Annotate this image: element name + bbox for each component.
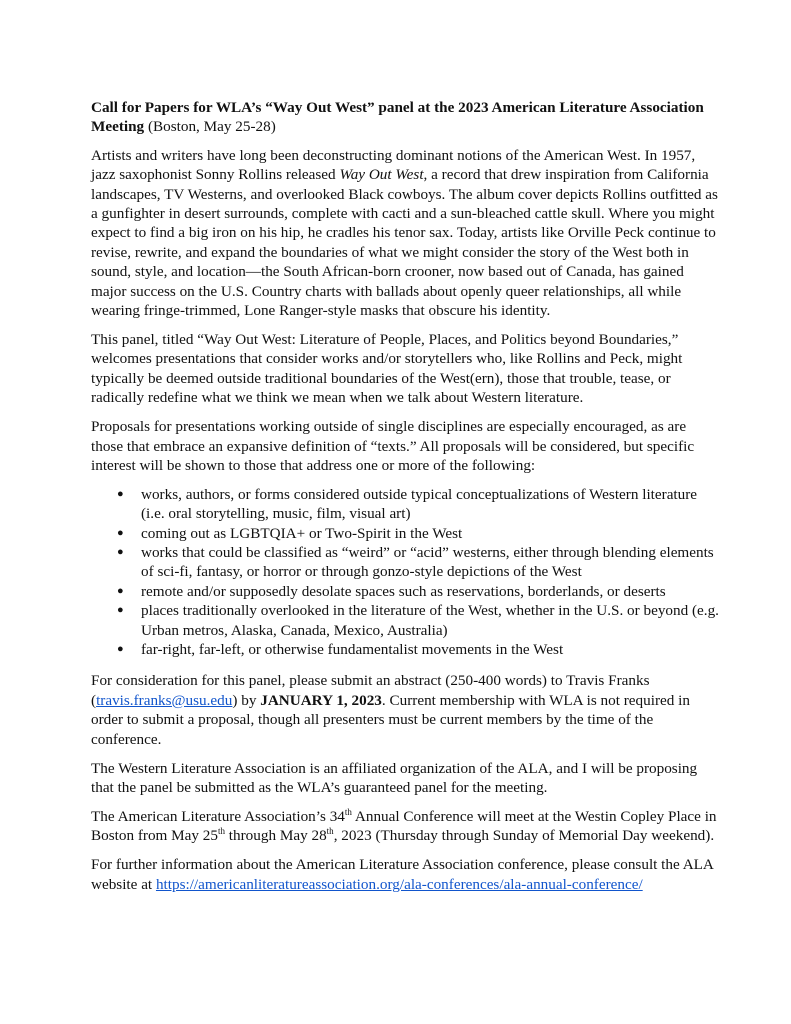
- intro-text-1: Artists and writers have long been deconstructing dominant notions of the American West. In 1957, jazz saxophonist Sonny Rollins released: [91, 146, 696, 184]
- topic-text: coming out as LGBTQIA+ or Two-Spirit in the West: [141, 524, 463, 542]
- bullet-icon: ●: [117, 526, 124, 539]
- further-info-paragraph: [91, 855, 721, 894]
- ordinal-suffix: th: [326, 826, 334, 837]
- affiliation-paragraph: The Western Literature Association is an affiliated organization of the ALA, and I will be proposing that the panel be submitted as the WLA’s guaranteed panel for the meeting.: [91, 759, 698, 796]
- bullet-icon: ●: [117, 643, 124, 656]
- bullet-icon: ●: [117, 584, 124, 597]
- conference-text-2: Annual Conference will meet at the Westin Copley Place in Boston from May 25: [91, 807, 717, 845]
- conference-paragraph: [91, 807, 721, 846]
- conference-text-1: The American Literature Association’s 34: [91, 807, 345, 825]
- intro-text-2: , a record that drew inspiration from California landscapes, TV Westerns, and overlooked Black cowboys. The album cover depicts Rollins outfitted as a gunfighter in desert surrounds, complete with cacti and a sun-bleached cattle skull. Where you might expect to find a big iron on his hip, he cradles his tenor sax. Today, artists like Orville Peck continue to revise, rewrite, and expand the boundaries of what we might consider the story of the West both in sound, style, and location—the South African-born crooner, now based out of Canada, has gained major success on the U.S. Country charts with ballads about openly queer relationships, all while wearing fringe-trimmed, Lone Ranger-style masks that obscure his identity.: [91, 166, 718, 320]
- title-dates: (Boston, May 25-28): [144, 118, 276, 136]
- bullet-icon: ●: [117, 604, 124, 617]
- submission-paragraph: [91, 671, 721, 749]
- list-item: [117, 485, 721, 524]
- list-item: [117, 524, 721, 543]
- list-item: [117, 582, 721, 601]
- ordinal-suffix: th: [344, 806, 352, 817]
- submission-text-2: ) by: [232, 691, 261, 709]
- ala-website-link[interactable]: https://americanliteratureassociation.org/ala-conferences/ala-annual-conference/: [155, 875, 643, 893]
- deadline: JANUARY 1, 2023: [260, 691, 382, 709]
- ordinal-suffix: th: [217, 826, 225, 837]
- document-page: [91, 98, 721, 904]
- topic-text: far-right, far-left, or otherwise fundamentalist movements in the West: [141, 641, 564, 659]
- submission-text-3: . Current membership with WLA is not required in order to submit a proposal, though all presenters must be current members by the time of the conference.: [91, 691, 690, 748]
- topics-list: [91, 485, 721, 660]
- topic-text: works, authors, or forms considered outside typical conceptualizations of Western literature (i.e. oral storytelling, music, film, visual art): [141, 485, 698, 523]
- bullet-icon: ●: [117, 487, 124, 500]
- title-bold: Call for Papers for WLA’s “Way Out West” panel at the 2023 American Literature Association Meeting: [91, 99, 704, 136]
- submission-text-1: For consideration for this panel, please submit an abstract (250-400 words) to Travis Franks (: [91, 672, 650, 709]
- bullet-icon: ●: [117, 546, 124, 559]
- conference-text-3: through May 28: [225, 827, 327, 845]
- topic-text: places traditionally overlooked in the literature of the West, whether in the U.S. or beyond (e.g. Urban metros, Alaska, Canada, Mexico, Australia): [141, 602, 719, 639]
- list-item: [117, 601, 721, 640]
- document-title: [91, 98, 721, 137]
- topic-text: works that could be classified as “weird” or “acid” westerns, either through blending elements of sci-fi, fantasy, or horror or through gonzo-style depictions of the West: [141, 544, 714, 581]
- email-link[interactable]: travis.franks@usu.edu: [96, 691, 233, 709]
- album-title: Way Out West: [339, 166, 424, 184]
- list-item: [117, 543, 721, 582]
- intro-paragraph: [91, 146, 721, 321]
- further-info-text: For further information about the American Literature Association conference, please consult the ALA website at: [91, 856, 714, 893]
- proposals-paragraph: Proposals for presentations working outside of single disciplines are especially encouraged, as are those that embrace an expansive definition of “texts.” All proposals will be considered, but specific interest will be shown to those that address one or more of the following:: [91, 418, 695, 474]
- topic-text: remote and/or supposedly desolate spaces such as reservations, borderlands, or deserts: [141, 582, 666, 600]
- panel-paragraph: This panel, titled “Way Out West: Literature of People, Places, and Politics beyond Boundaries,” welcomes presentations that consider works and/or storytellers who, like Rollins and Peck, might typically be deemed outside traditional boundaries of the West(ern), those that trouble, tease, or radically redefine what we think we mean when we talk about Western literature.: [91, 330, 683, 407]
- list-item: [117, 640, 721, 659]
- conference-text-4: , 2023 (Thursday through Sunday of Memorial Day weekend).: [333, 827, 715, 845]
